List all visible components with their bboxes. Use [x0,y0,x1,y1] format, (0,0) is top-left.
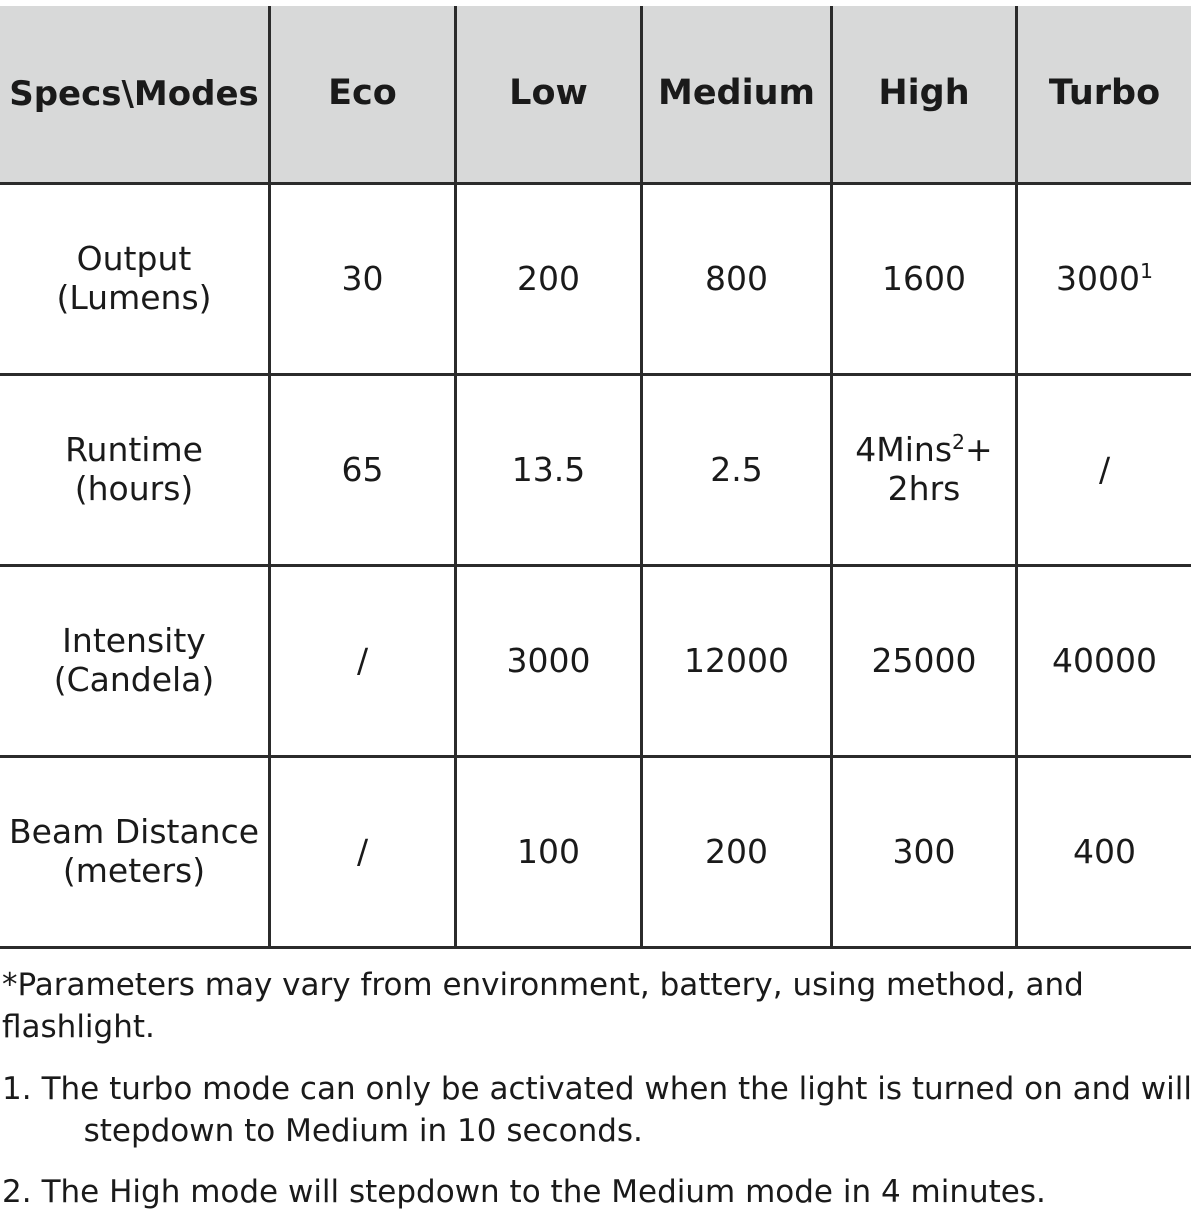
row-header-intensity-line1: Intensity [62,621,206,661]
column-header-turbo: Turbo [1017,6,1192,184]
cell-runtime-high [832,375,1017,566]
footnote-1-text [42,1069,1194,1153]
cell-runtime-high-line2: 2hrs [887,469,961,508]
cell-runtime-high-suffix: + [965,430,993,470]
cell-intensity-low: 3000 [456,566,642,757]
row-header-output-line1: Output [76,239,192,279]
row-header-output-line2: (Lumens) [56,278,212,317]
column-header-specs-modes: Specs\Modes [0,6,270,184]
table-row [0,757,1191,948]
footnotes [0,965,1200,1214]
cell-intensity-eco: / [270,566,456,757]
table-row [0,375,1191,566]
column-header-eco: Eco [270,6,456,184]
cell-beam-distance-eco: / [270,757,456,948]
row-header-runtime-line1: Runtime [65,430,203,470]
cell-output-low: 200 [456,184,642,375]
cell-output-medium: 800 [642,184,832,375]
footnote-1-number: 1. [2,1070,32,1107]
footnote-2-text: The High mode will stepdown to the Medium mode in 4 minutes. [41,1174,1046,1211]
cell-beam-distance-high: 300 [832,757,1017,948]
row-header-intensity-line2: (Candela) [53,660,215,699]
specifications-table [0,6,1191,949]
cell-runtime-medium: 2.5 [642,375,832,566]
disclaimer-text: *Parameters may vary from environment, battery, using method, and flashlight. [2,967,1084,1045]
row-header-beam-distance [0,757,270,948]
cell-runtime-eco: 65 [270,375,456,566]
column-header-high: High [832,6,1017,184]
cell-runtime-high-line1 [833,431,1015,470]
cell-output-turbo [1017,184,1192,375]
cell-intensity-turbo: 40000 [1017,566,1192,757]
column-header-low: Low [456,6,642,184]
footnote-1-line1: The turbo mode can only be activated when the light is turned on and will [41,1070,1192,1107]
footnote-1-line2: stepdown to Medium in 10 seconds. [83,1112,643,1149]
footnote-1 [2,1069,1194,1153]
footnote-marker-2: 2 [952,430,966,455]
cell-output-high: 1600 [832,184,1017,375]
cell-runtime-low: 13.5 [456,375,642,566]
cell-intensity-medium: 12000 [642,566,832,757]
row-header-intensity [0,566,270,757]
footnote-2-number: 2. [2,1174,32,1211]
table-row [0,184,1191,375]
cell-beam-distance-medium: 200 [642,757,832,948]
cell-intensity-high: 25000 [832,566,1017,757]
column-header-medium: Medium [642,6,832,184]
table-row [0,566,1191,757]
row-header-output [0,184,270,375]
footnote-marker-1: 1 [1139,258,1153,283]
table-header-row [0,6,1191,184]
cell-beam-distance-turbo: 400 [1017,757,1192,948]
cell-output-turbo-value: 3000 [1056,258,1140,298]
row-header-beam-distance-line1: Beam Distance [8,812,260,852]
cell-beam-distance-low: 100 [456,757,642,948]
cell-runtime-high-value: 4Mins [855,430,953,470]
row-header-runtime [0,375,270,566]
row-header-runtime-line2: (hours) [74,469,194,508]
footnote-2 [2,1172,1194,1214]
table-body [0,184,1191,948]
spec-sheet-page [0,6,1200,1211]
cell-output-eco: 30 [270,184,456,375]
row-header-beam-distance-line2: (meters) [62,851,206,890]
table-header [0,6,1191,184]
cell-runtime-turbo: / [1017,375,1192,566]
